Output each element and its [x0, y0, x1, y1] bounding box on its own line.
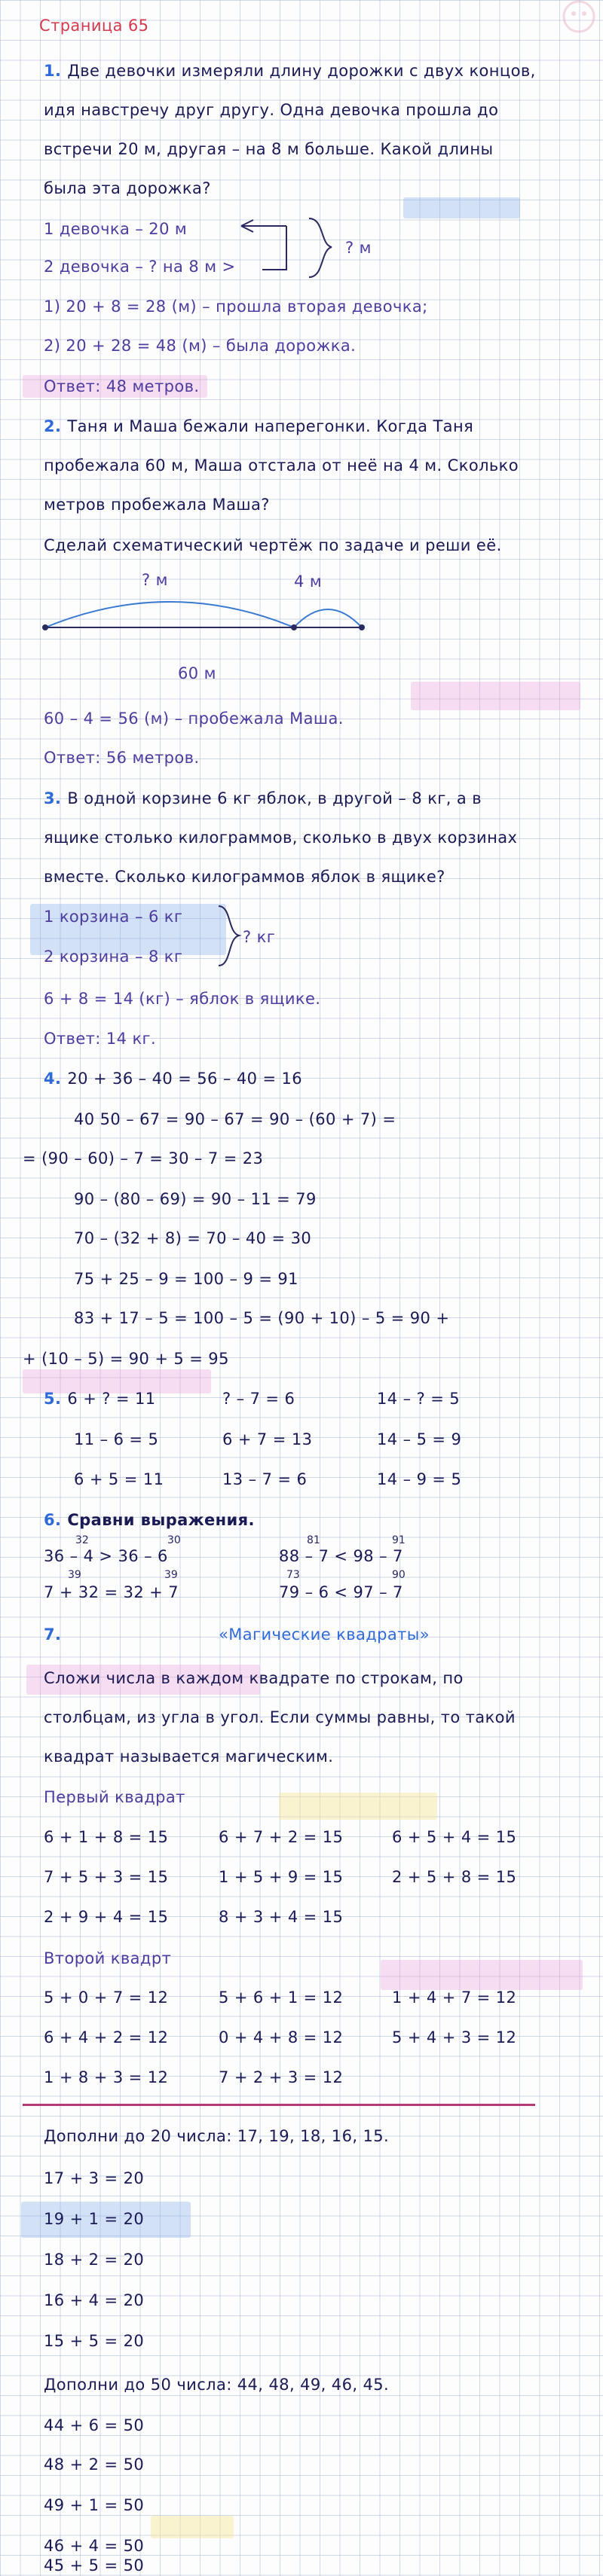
square2-cell: 5 + 0 + 7 = 12	[44, 1988, 169, 2007]
compare-note: 81	[307, 1534, 320, 1546]
compare-note: 73	[286, 1569, 300, 1581]
task5-cell: 14 – 9 = 5	[377, 1470, 462, 1488]
square1-cell: 6 + 1 + 8 = 15	[44, 1828, 169, 1846]
task1-scheme-1: 1 девочка – 20 м	[44, 220, 188, 238]
task3-scheme-1: 1 корзина – 6 кг	[44, 908, 183, 926]
compare-note: 39	[68, 1569, 81, 1581]
square1-cell: 2 + 5 + 8 = 15	[392, 1868, 517, 1886]
task1-scheme-question: ? м	[345, 239, 372, 257]
task4-expr-7: 83 + 17 – 5 = 100 – 5 = (90 + 10) – 5 = 90 +	[74, 1309, 450, 1327]
compare-note: 30	[167, 1534, 181, 1546]
square2-cell: 1 + 4 + 7 = 12	[392, 1988, 517, 2007]
task3-line1: 3. В одной корзине 6 кг яблок, в другой – 8 кг, а в	[44, 789, 482, 807]
task5-cell: 6 + 7 = 13	[222, 1430, 313, 1448]
square2-cell: 6 + 4 + 2 = 12	[44, 2028, 169, 2046]
corner-logo-icon	[543, 0, 603, 45]
task7-line3: квадрат называется магическим.	[44, 1747, 334, 1766]
task5-cell: ? – 7 = 6	[222, 1390, 295, 1408]
diagram-label-4: 4 м	[294, 572, 323, 591]
square2-cell: 7 + 2 + 3 = 12	[219, 2068, 344, 2086]
highlight	[279, 1793, 437, 1820]
square1-cell: 8 + 3 + 4 = 15	[219, 1908, 344, 1926]
task3-line2: ящике столько килограммов, сколько в двух корзинах	[44, 829, 518, 847]
task2-line3: метров пробежала Маша?	[44, 496, 270, 514]
task5-cell: 6 + 5 = 11	[74, 1470, 164, 1488]
task1-line2: идя навстречу друг другу. Одна девочка прошла до	[44, 101, 499, 119]
task7-line2: столбцам, из угла в угол. Если суммы равны, то такой	[44, 1708, 516, 1726]
task1-scheme-2: 2 девочка – ? на 8 м >	[44, 258, 236, 276]
compare-2: 88 – 7 < 98 – 7	[279, 1547, 403, 1565]
task4-expr-6: 75 + 25 – 9 = 100 – 9 = 91	[74, 1270, 298, 1288]
complete-20-item: 18 + 2 = 20	[44, 2251, 145, 2269]
highlight	[411, 682, 580, 710]
square1-cell: 2 + 9 + 4 = 15	[44, 1908, 169, 1926]
complete-20-item: 19 + 1 = 20	[44, 2210, 145, 2228]
square2-cell: 0 + 4 + 8 = 12	[219, 2028, 344, 2046]
complete-20-item: 15 + 5 = 20	[44, 2332, 145, 2350]
highlight	[151, 2516, 234, 2538]
square1-cell: 6 + 5 + 4 = 15	[392, 1828, 517, 1846]
compare-note: 32	[75, 1534, 89, 1546]
task5-row-1: 5. 6 + ? = 11	[44, 1390, 156, 1408]
task-number: 6.	[44, 1511, 62, 1529]
task2-line2: пробежала 60 м, Маша отстала от неё на 4 м. Сколько	[44, 456, 519, 475]
task-number: 4.	[44, 1070, 62, 1088]
complete-50-item: 44 + 6 = 50	[44, 2416, 145, 2434]
task4-expr-3: = (90 – 60) – 7 = 30 – 7 = 23	[23, 1149, 264, 1167]
compare-note: 39	[164, 1569, 178, 1581]
compare-note: 90	[392, 1569, 406, 1581]
task5-cell: 13 – 7 = 6	[222, 1470, 308, 1488]
complete-50-title: Дополни до 50 числа: 44, 48, 49, 46, 45.	[44, 2376, 390, 2394]
section-divider	[23, 2104, 535, 2106]
task1-answer: Ответ: 48 метров.	[44, 377, 200, 395]
page-title: Страница 65	[39, 17, 149, 35]
complete-50-item: 45 + 5 = 50	[44, 2556, 145, 2574]
task6-title: 6. Сравни выражения.	[44, 1511, 255, 1529]
compare-note: 91	[392, 1534, 406, 1546]
compare-4: 79 – 6 < 97 – 7	[279, 1583, 403, 1601]
square2-cell: 5 + 4 + 3 = 12	[392, 2028, 517, 2046]
task3-solution: 6 + 8 = 14 (кг) – яблок в ящике.	[44, 990, 321, 1008]
compare-3: 7 + 32 = 32 + 7	[44, 1583, 179, 1601]
task7-line1: Сложи числа в каждом квадрате по строкам, по	[44, 1669, 464, 1687]
task3-line3: вместе. Сколько килограммов яблок в ящике?	[44, 868, 445, 886]
task1-solution-2: 2) 20 + 28 = 48 (м) – была дорожка.	[44, 337, 357, 355]
square2-title: Второй квадрт	[44, 1949, 172, 1967]
compare-1: 36 – 4 > 36 – 6	[44, 1547, 168, 1565]
task3-answer: Ответ: 14 кг.	[44, 1030, 157, 1048]
square2-cell: 5 + 6 + 1 = 12	[219, 1988, 344, 2007]
task-number: 3.	[44, 789, 62, 807]
complete-20-title: Дополни до 20 числа: 17, 19, 18, 16, 15.	[44, 2127, 390, 2145]
task5-cell: 14 – ? = 5	[377, 1390, 461, 1408]
task1-line3: встречи 20 м, другая – на 8 м больше. Какой длины	[44, 140, 494, 158]
task2-line1: 2. Таня и Маша бежали наперегонки. Когда Таня	[44, 417, 474, 435]
task3-scheme-2: 2 корзина – 8 кг	[44, 948, 183, 966]
task-number: 2.	[44, 417, 62, 435]
task4-expr-4: 90 – (80 – 69) = 90 – 11 = 79	[74, 1190, 317, 1208]
task-number: 5.	[44, 1390, 62, 1408]
task2-solution: 60 – 4 = 56 (м) – пробежала Маша.	[44, 710, 344, 728]
diagram-label-60: 60 м	[178, 664, 216, 682]
complete-50-item: 48 + 2 = 50	[44, 2455, 145, 2474]
complete-50-item: 49 + 1 = 50	[44, 2496, 145, 2514]
square1-title: Первый квадрат	[44, 1788, 185, 1806]
complete-50-item: 46 + 4 = 50	[44, 2537, 145, 2555]
task2-instruction: Сделай схематический чертёж по задаче и реши её.	[44, 536, 502, 554]
task-number: 1.	[44, 62, 62, 80]
highlight	[381, 1960, 583, 1990]
task4-expr-5: 70 – (32 + 8) = 70 – 40 = 30	[74, 1229, 312, 1247]
brace-icon	[215, 902, 245, 970]
highlight	[403, 197, 520, 218]
task1-solution-1: 1) 20 + 8 = 28 (м) – прошла вторая девочка;	[44, 298, 428, 316]
task7-number: 7.	[44, 1625, 62, 1644]
task1-line1: 1. Две девочки измеряли длину дорожки с двух концов,	[44, 62, 536, 80]
square1-cell: 7 + 5 + 3 = 15	[44, 1868, 169, 1886]
task4-expr-2: 40 50 – 67 = 90 – 67 = 90 – (60 + 7) =	[74, 1110, 396, 1128]
task1-line4: была эта дорожка?	[44, 179, 211, 197]
task2-answer: Ответ: 56 метров.	[44, 749, 200, 767]
task4-expr-1: 4. 20 + 36 – 40 = 56 – 40 = 16	[44, 1070, 303, 1088]
complete-20-item: 16 + 4 = 20	[44, 2291, 145, 2309]
diagram-label-question: ? м	[142, 571, 168, 589]
square2-cell: 1 + 8 + 3 = 12	[44, 2068, 169, 2086]
complete-20-item: 17 + 3 = 20	[44, 2169, 145, 2187]
task5-cell: 14 – 5 = 9	[377, 1430, 462, 1448]
task7-title: «Магические квадраты»	[219, 1625, 430, 1644]
task3-scheme-question: ? кг	[243, 928, 276, 946]
race-diagram	[30, 584, 384, 644]
square1-cell: 6 + 7 + 2 = 15	[219, 1828, 344, 1846]
task5-cell: 11 – 6 = 5	[74, 1430, 159, 1448]
square1-cell: 1 + 5 + 9 = 15	[219, 1868, 344, 1886]
task4-expr-8: + (10 – 5) = 90 + 5 = 95	[23, 1350, 229, 1368]
